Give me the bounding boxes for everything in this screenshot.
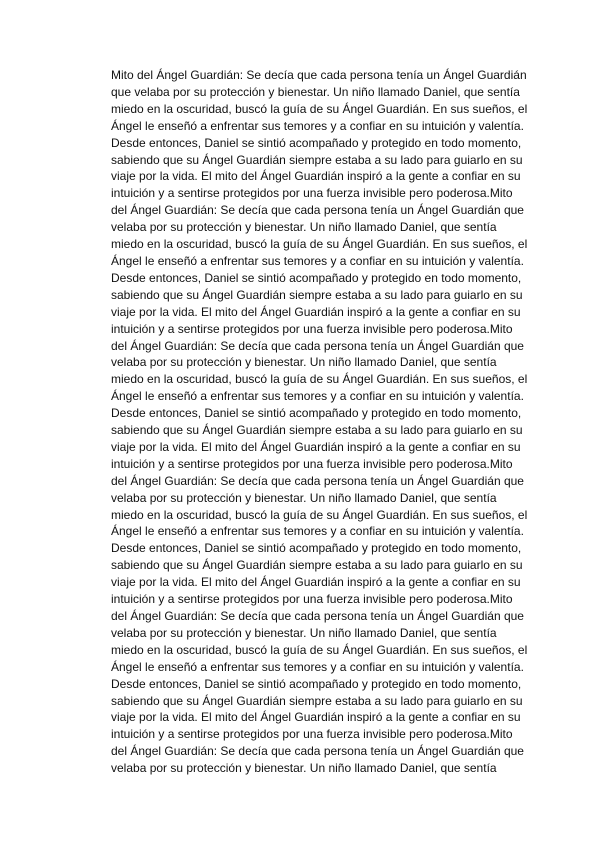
text-line: velaba por su protección y bienestar. Un niño llamado Daniel, que sentía (111, 625, 497, 640)
text-line: que velaba por su protección y bienestar. Un niño llamado Daniel, que sentía (111, 84, 520, 99)
text-line: velaba por su protección y bienestar. Un niño llamado Daniel, que sentía (111, 490, 497, 505)
text-line: velaba por su protección y bienestar. Un niño llamado Daniel, que sentía (111, 761, 497, 776)
text-line: viaje por la vida. El mito del Ángel Guardián inspiró a la gente a confiar en su (111, 439, 521, 454)
text-line: intuición y a sentirse protegidos por una fuerza invisible pero poderosa.Mito (111, 456, 513, 471)
text-line: miedo en la oscuridad, buscó la guía de su Ángel Guardián. En sus sueños, el (111, 507, 528, 522)
text-line: sabiendo que su Ángel Guardián siempre estaba a su lado para guiarlo en su (111, 423, 523, 438)
text-line: del Ángel Guardián: Se decía que cada persona tenía un Ángel Guardián que (111, 338, 524, 353)
text-line: velaba por su protección y bienestar. Un niño llamado Daniel, que sentía (111, 355, 497, 370)
text-line: Ángel le enseñó a enfrentar sus temores y a confiar en su intuición y valentía. (111, 253, 524, 268)
text-line: intuición y a sentirse protegidos por una fuerza invisible pero poderosa.Mito (111, 186, 513, 201)
text-line: miedo en la oscuridad, buscó la guía de su Ángel Guardián. En sus sueños, el (111, 237, 528, 252)
text-line: sabiendo que su Ángel Guardián siempre estaba a su lado para guiarlo en su (111, 152, 523, 167)
text-line: Ángel le enseñó a enfrentar sus temores y a confiar en su intuición y valentía. (111, 659, 524, 674)
text-line: Ángel le enseñó a enfrentar sus temores y a confiar en su intuición y valentía. (111, 524, 524, 539)
text-line: sabiendo que su Ángel Guardián siempre estaba a su lado para guiarlo en su (111, 287, 523, 302)
text-line: Desde entonces, Daniel se sintió acompañado y protegido en todo momento, (111, 270, 522, 285)
text-line: del Ángel Guardián: Se decía que cada persona tenía un Ángel Guardián que (111, 609, 524, 623)
text-line: miedo en la oscuridad, buscó la guía de su Ángel Guardián. En sus sueños, el (111, 642, 528, 657)
text-line: Desde entonces, Daniel se sintió acompañado y protegido en todo momento, (111, 541, 522, 556)
text-line: Desde entonces, Daniel se sintió acompañado y protegido en todo momento, (111, 135, 522, 150)
text-line: Ángel le enseñó a enfrentar sus temores y a confiar en su intuición y valentía. (111, 118, 524, 133)
text-line: sabiendo que su Ángel Guardián siempre estaba a su lado para guiarlo en su (111, 693, 523, 708)
text-line: velaba por su protección y bienestar. Un niño llamado Daniel, que sentía (111, 220, 497, 235)
text-line: intuición y a sentirse protegidos por una fuerza invisible pero poderosa.Mito (111, 727, 513, 742)
text-line: Mito del Ángel Guardián: Se decía que cada persona tenía un Ángel Guardián (111, 68, 527, 82)
text-line: miedo en la oscuridad, buscó la guía de su Ángel Guardián. En sus sueños, el (111, 101, 528, 116)
text-line: del Ángel Guardián: Se decía que cada persona tenía un Ángel Guardián que (111, 473, 524, 488)
text-line: del Ángel Guardián: Se decía que cada persona tenía un Ángel Guardián que (111, 203, 524, 218)
text-line: miedo en la oscuridad, buscó la guía de su Ángel Guardián. En sus sueños, el (111, 372, 528, 387)
text-line: intuición y a sentirse protegidos por una fuerza invisible pero poderosa.Mito (111, 592, 513, 607)
body-text (111, 67, 531, 777)
text-line: Desde entonces, Daniel se sintió acompañado y protegido en todo momento, (111, 676, 522, 691)
text-line: Ángel le enseñó a enfrentar sus temores y a confiar en su intuición y valentía. (111, 389, 524, 404)
text-line: viaje por la vida. El mito del Ángel Guardián inspiró a la gente a confiar en su (111, 304, 521, 319)
text-line: sabiendo que su Ángel Guardián siempre estaba a su lado para guiarlo en su (111, 558, 523, 573)
text-line: viaje por la vida. El mito del Ángel Guardián inspiró a la gente a confiar en su (111, 575, 521, 590)
text-line: viaje por la vida. El mito del Ángel Guardián inspiró a la gente a confiar en su (111, 710, 521, 725)
text-line: del Ángel Guardián: Se decía que cada persona tenía un Ángel Guardián que (111, 744, 524, 759)
text-line: intuición y a sentirse protegidos por una fuerza invisible pero poderosa.Mito (111, 321, 513, 336)
text-line: Desde entonces, Daniel se sintió acompañado y protegido en todo momento, (111, 406, 522, 421)
text-line: viaje por la vida. El mito del Ángel Guardián inspiró a la gente a confiar en su (111, 169, 521, 184)
